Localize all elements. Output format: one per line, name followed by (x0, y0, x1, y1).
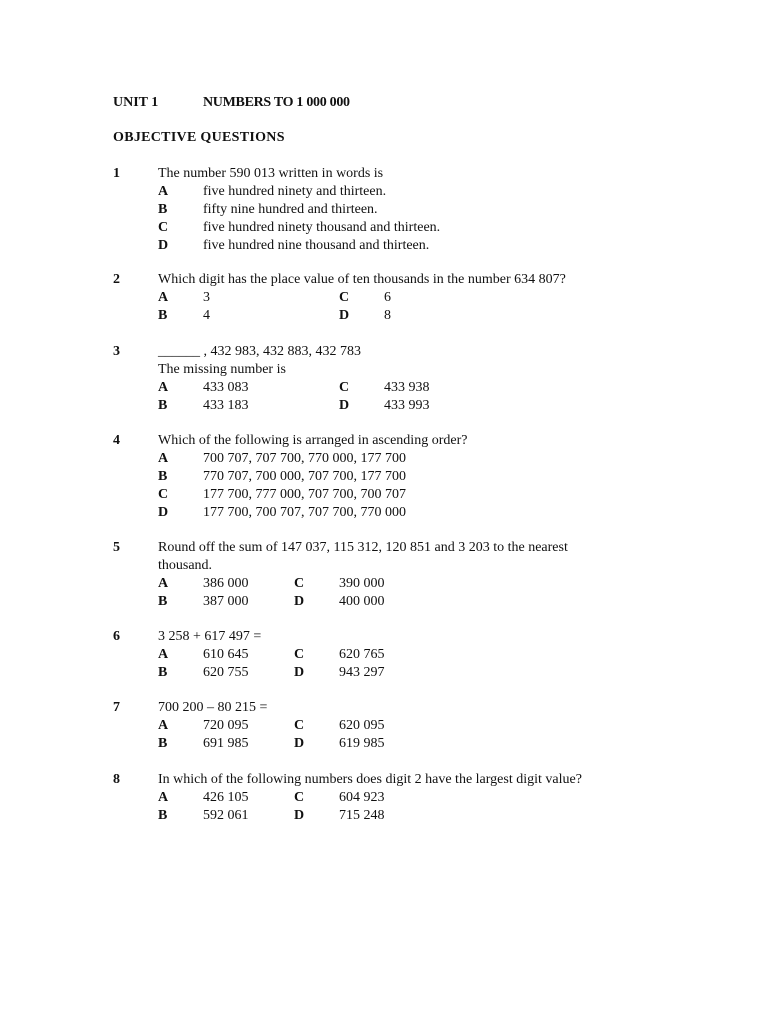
question-number: 4 (113, 433, 120, 448)
option-letter: C (294, 718, 305, 733)
option-text: fifty nine hundred and thirteen. (203, 202, 378, 217)
option-row (158, 183, 673, 201)
option-row (158, 289, 673, 307)
question-stem: 3 258 + 617 497 = (158, 629, 262, 644)
question-stem: 700 200 – 80 215 = (158, 700, 268, 715)
option-text: 715 248 (339, 808, 385, 823)
option-text: 619 985 (339, 736, 385, 751)
question-body (158, 432, 673, 522)
option-letter: C (339, 380, 350, 395)
option-letter: B (158, 398, 168, 413)
option-text: five hundred ninety thousand and thirteen. (203, 220, 441, 235)
option-text: 604 923 (339, 790, 385, 805)
option-text: 433 938 (384, 380, 430, 395)
unit-title: NUMBERS TO 1 000 000 (203, 95, 350, 110)
option-text: 426 105 (203, 790, 249, 805)
option-row (158, 664, 673, 682)
option-text: 6 (384, 290, 391, 305)
option-row (158, 237, 673, 255)
option-row (158, 201, 673, 219)
option-row (158, 450, 673, 468)
option-row (158, 575, 673, 593)
option-letter: B (158, 308, 168, 323)
option-letter: A (158, 380, 169, 395)
option-text: 620 765 (339, 647, 385, 662)
option-row (158, 646, 673, 664)
option-row (158, 504, 673, 522)
option-text: 620 095 (339, 718, 385, 733)
option-text: 177 700, 777 000, 707 700, 700 707 (203, 487, 406, 502)
unit-label: UNIT 1 (113, 95, 159, 110)
question-number: 6 (113, 629, 120, 644)
option-text: 177 700, 700 707, 707 700, 770 000 (203, 505, 406, 520)
option-letter: C (294, 647, 305, 662)
option-text: 691 985 (203, 736, 249, 751)
question-number: 3 (113, 344, 120, 359)
option-text: 400 000 (339, 594, 385, 609)
option-text: five hundred nine thousand and thirteen. (203, 238, 430, 253)
option-letter: D (294, 736, 305, 751)
question-number: 5 (113, 540, 120, 555)
option-letter: D (294, 594, 305, 609)
option-letter: C (158, 220, 169, 235)
option-letter: C (294, 576, 305, 591)
option-letter: B (158, 594, 168, 609)
option-row (158, 717, 673, 735)
option-letter: C (294, 790, 305, 805)
option-letter: B (158, 202, 168, 217)
option-text: 433 993 (384, 398, 430, 413)
option-text: 3 (203, 290, 210, 305)
option-letter: A (158, 451, 169, 466)
question-stem: Which of the following is arranged in ascending order? (158, 433, 468, 448)
question-body (158, 343, 673, 415)
option-row (158, 468, 673, 486)
option-letter: A (158, 718, 169, 733)
question-body (158, 628, 673, 682)
question-stem: The missing number is (158, 362, 286, 377)
option-letter: A (158, 790, 169, 805)
option-letter: C (158, 487, 169, 502)
question-stem: In which of the following numbers does digit 2 have the largest digit value? (158, 772, 582, 787)
option-letter: C (339, 290, 350, 305)
option-row (158, 593, 673, 611)
option-text: 592 061 (203, 808, 249, 823)
option-text: 700 707, 707 700, 770 000, 177 700 (203, 451, 406, 466)
option-letter: B (158, 665, 168, 680)
option-text: 433 183 (203, 398, 249, 413)
option-letter: D (339, 308, 350, 323)
option-row (158, 307, 673, 325)
option-row (158, 219, 673, 237)
section-title: OBJECTIVE QUESTIONS (113, 130, 285, 145)
option-text: 8 (384, 308, 391, 323)
question-number: 1 (113, 166, 120, 181)
question-stem: ______ , 432 983, 432 883, 432 783 (158, 344, 361, 359)
option-letter: A (158, 290, 169, 305)
question-number: 8 (113, 772, 120, 787)
question-body (158, 539, 673, 611)
option-text: 387 000 (203, 594, 249, 609)
question-stem: The number 590 013 written in words is (158, 166, 384, 181)
option-text: 390 000 (339, 576, 385, 591)
option-letter: D (294, 665, 305, 680)
option-text: 433 083 (203, 380, 249, 395)
option-letter: B (158, 736, 168, 751)
question-stem: thousand. (158, 558, 213, 573)
option-text: 943 297 (339, 665, 385, 680)
option-row (158, 735, 673, 753)
question-body (158, 699, 673, 753)
option-letter: A (158, 647, 169, 662)
question-stem: Which digit has the place value of ten thousands in the number 634 807? (158, 272, 566, 287)
option-row (158, 486, 673, 504)
question-number: 2 (113, 272, 120, 287)
option-letter: D (294, 808, 305, 823)
option-row (158, 807, 673, 825)
option-row (158, 789, 673, 807)
option-letter: B (158, 808, 168, 823)
option-text: 4 (203, 308, 210, 323)
option-text: five hundred ninety and thirteen. (203, 184, 387, 199)
option-text: 720 095 (203, 718, 249, 733)
option-letter: B (158, 469, 168, 484)
option-text: 770 707, 700 000, 707 700, 177 700 (203, 469, 406, 484)
option-text: 620 755 (203, 665, 249, 680)
option-letter: A (158, 184, 169, 199)
option-letter: A (158, 576, 169, 591)
question-body (158, 165, 673, 255)
question-body (158, 771, 673, 825)
question-stem: Round off the sum of 147 037, 115 312, 120 851 and 3 203 to the nearest (158, 540, 568, 555)
option-letter: D (158, 238, 169, 253)
question-number: 7 (113, 700, 120, 715)
option-letter: D (339, 398, 350, 413)
option-letter: D (158, 505, 169, 520)
option-text: 610 645 (203, 647, 249, 662)
option-text: 386 000 (203, 576, 249, 591)
option-row (158, 397, 673, 415)
question-body (158, 271, 673, 325)
option-row (158, 379, 673, 397)
